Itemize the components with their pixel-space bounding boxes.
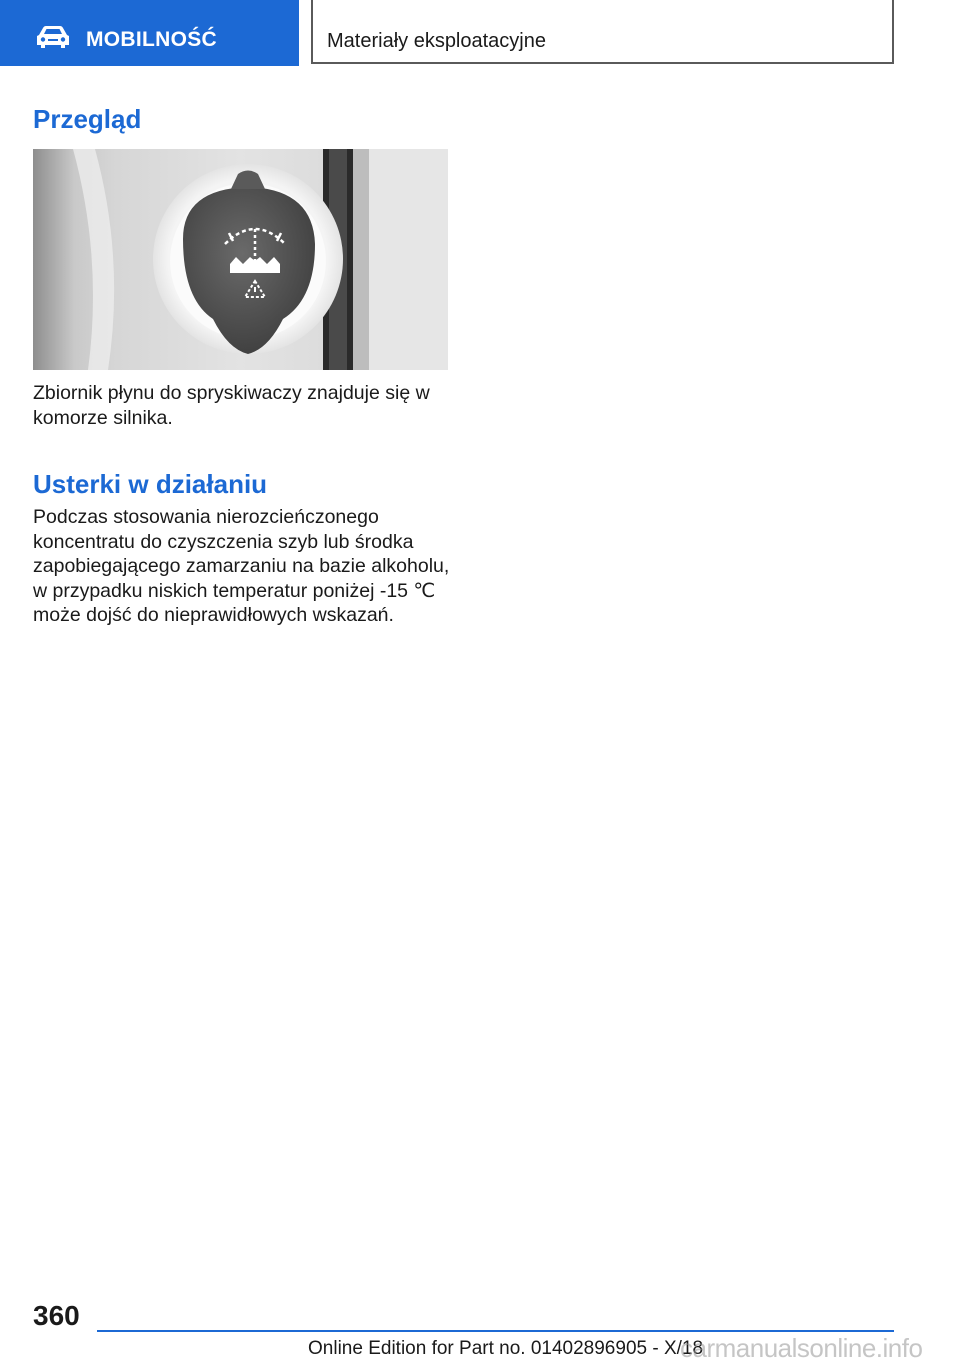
washer-fluid-cap-icon [33,149,448,370]
chapter-header [311,0,894,64]
section-tab [0,0,299,66]
overview-heading: Przegląd [33,104,142,134]
faults-heading: Usterki w działaniu [33,469,268,499]
watermark: carmanualsonline.info [680,1333,923,1363]
section-label: MOBILNOŚĆ [86,28,218,51]
footer-divider [97,1330,894,1332]
edition-text: Online Edition for Part no. 01402896905 - X/18 [308,1338,704,1359]
reservoir-location-text: Zbiornik płynu do spryskiwaczy znajduje się w komorze silnika. [33,382,430,429]
washer-reservoir-photo [33,149,448,370]
page-number: 360 [33,1300,80,1331]
chapter-title: Materiały eksploatacyjne [327,30,546,52]
faults-text: Podczas stosowania nierozcieńczonego koncentratu do czyszczenia szyb lub środka zapobiegającego zamarzaniu na bazie alkoholu, w przypadku niskich temperatur poniżej -15 ℃ może dojść do nieprawidłowych wskazań. [33,506,450,626]
car-icon [35,25,71,49]
